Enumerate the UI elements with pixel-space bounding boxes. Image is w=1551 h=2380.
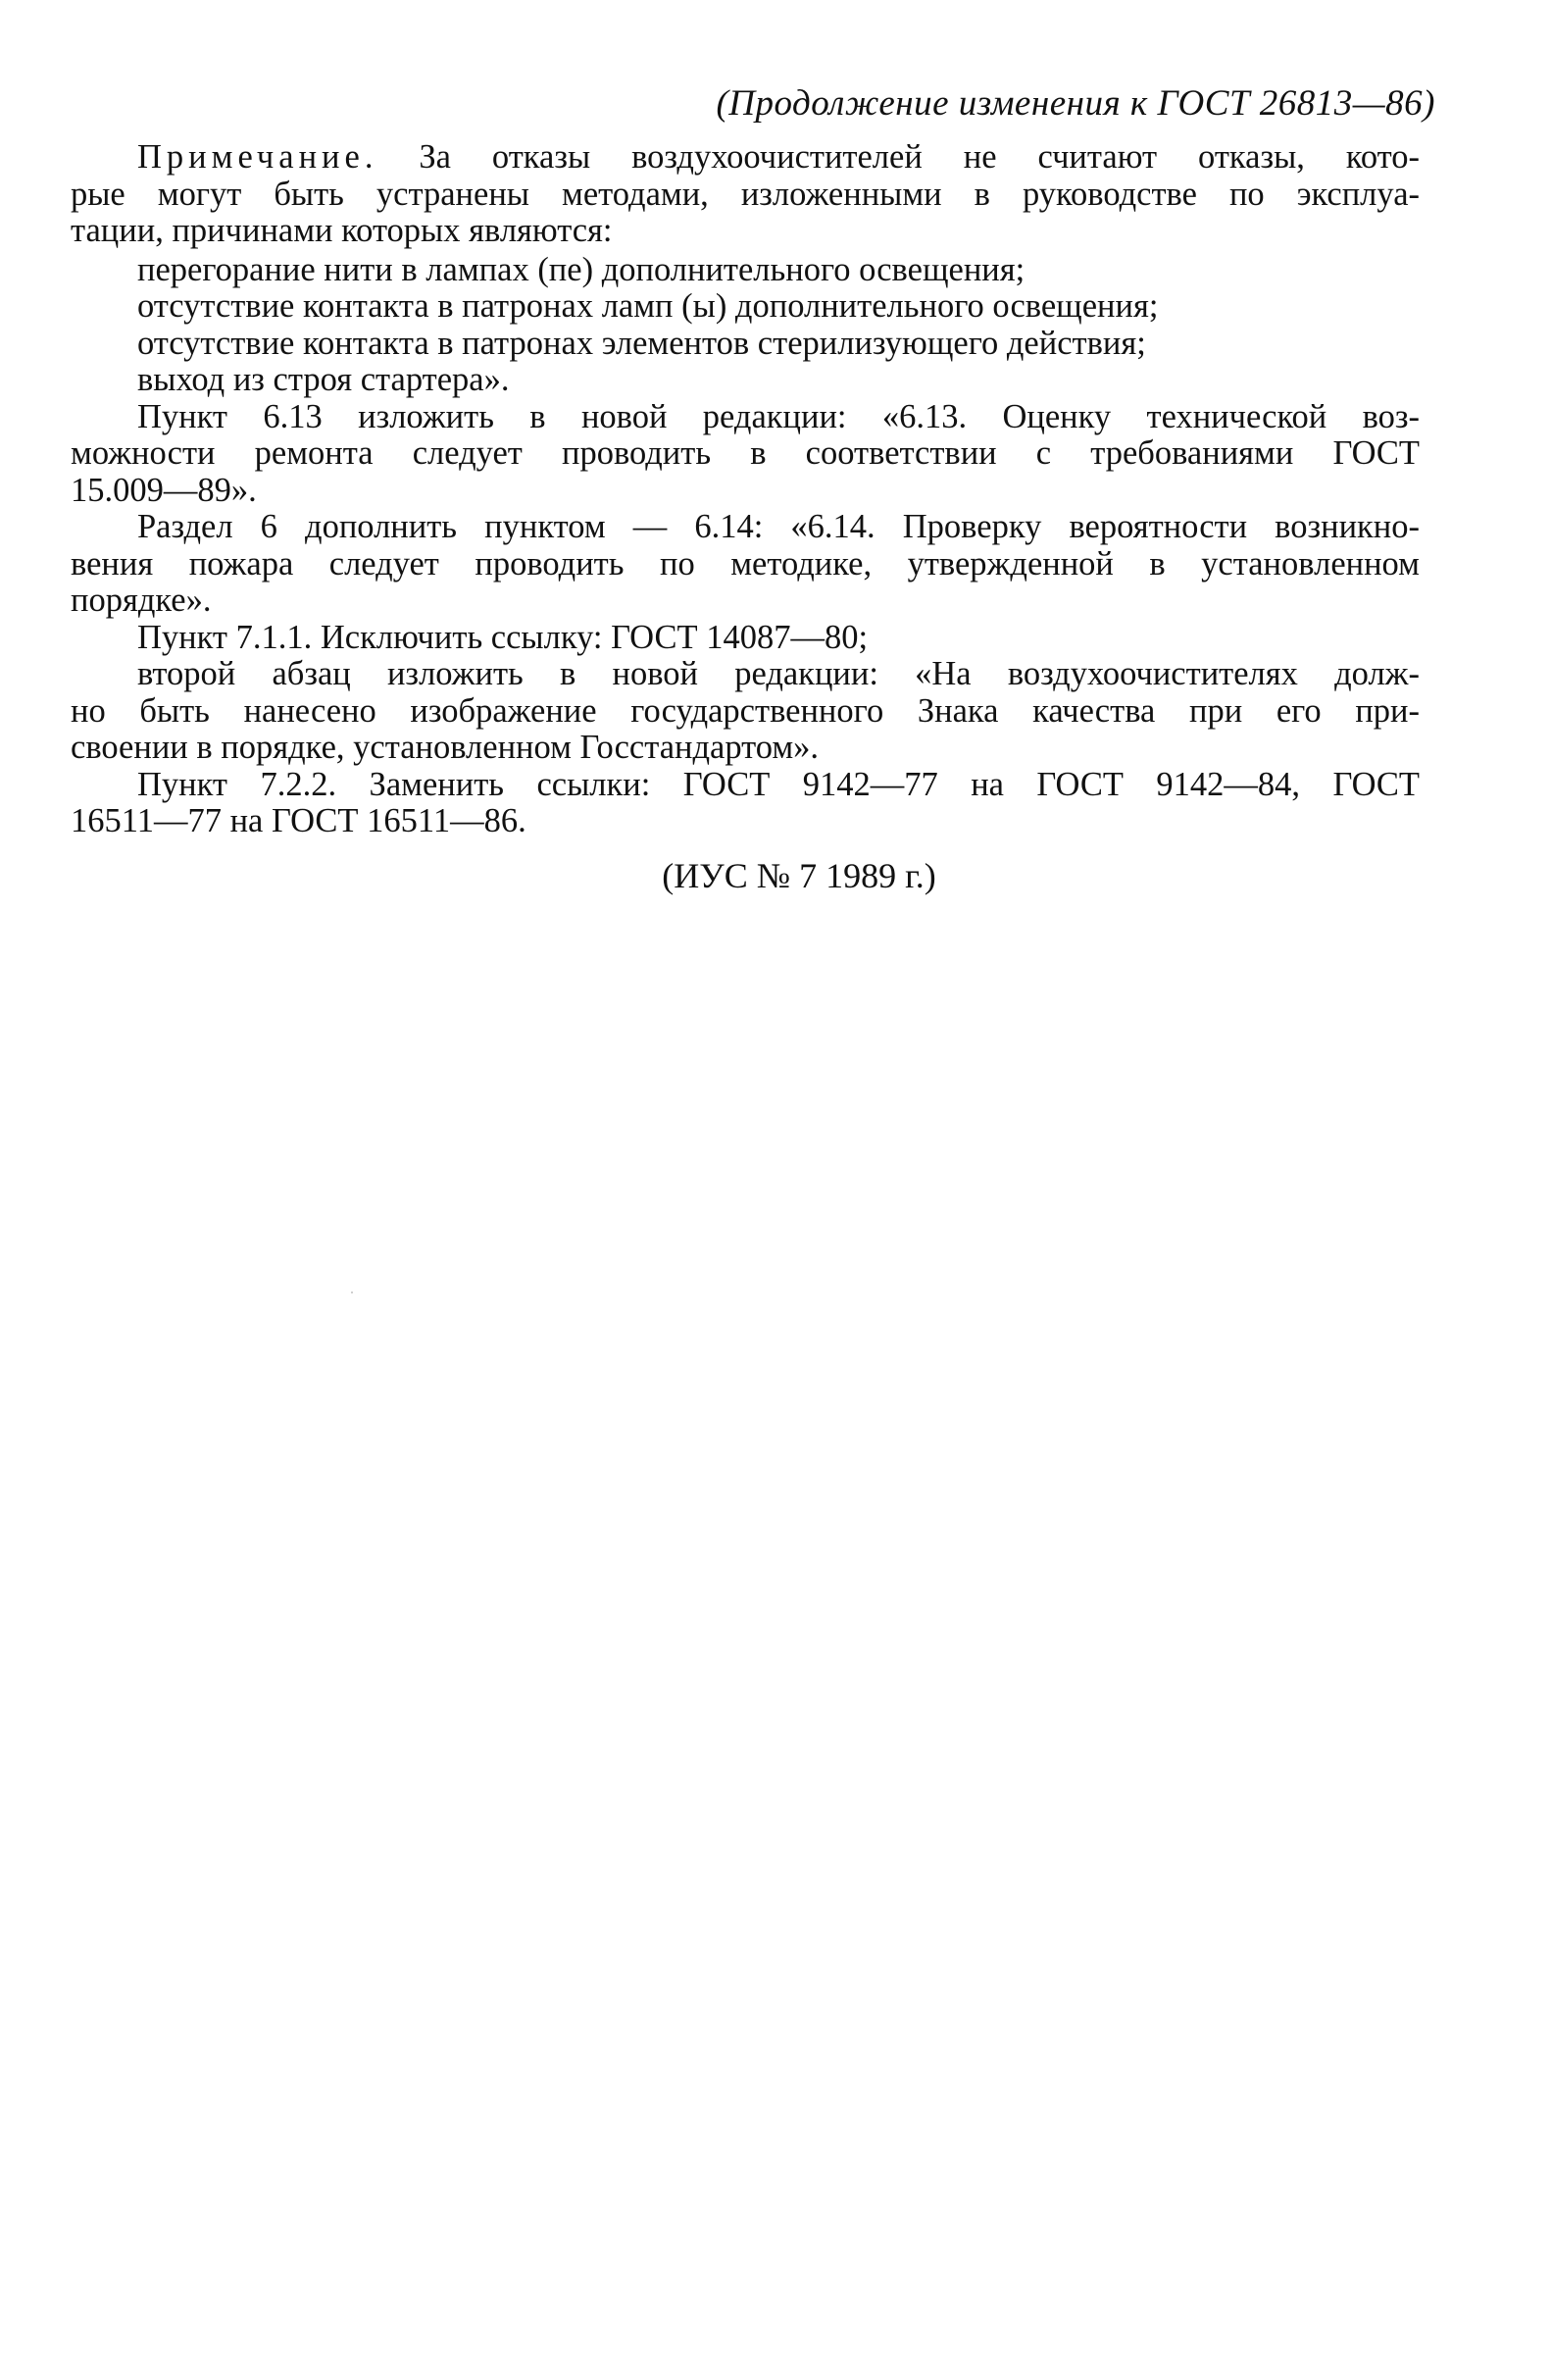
note-item-4: выход из строя стартера». — [137, 361, 510, 398]
paragraph-4-line-3: своении в порядке, установленном Госстандартом». — [71, 729, 820, 766]
paragraph-2-line-1: Раздел 6 дополнить пунктом — 6.14: «6.14. Проверку вероятности возникно- — [137, 508, 1420, 545]
publication-reference — [0, 855, 1551, 896]
note-line-3: тации, причинами которых являются: — [71, 212, 613, 249]
paragraph-5-line-1: Пункт 7.2.2. Заменить ссылки: ГОСТ 9142—77 на ГОСТ 9142—84, ГОСТ — [137, 765, 1420, 803]
note-item-1: перегорание нити в лампах (пе) дополнительного освещения; — [137, 250, 1026, 288]
note-line-1: Примечание. За отказы воздухоочистителей не считают отказы, кото- — [137, 138, 1420, 176]
note-line-2: рые могут быть устранены методами, изложенными в руководстве по эксплуа- — [71, 175, 1420, 213]
note-item-3: отсутствие контакта в патронах элементов стерилизующего действия; — [137, 324, 1146, 362]
paragraph-1-line-1: Пункт 6.13 изложить в новой редакции: «6.13. Оценку технической воз- — [137, 397, 1420, 435]
document-body — [71, 139, 1420, 840]
paragraph-1-line-3: 15.009—89». — [71, 471, 257, 509]
paragraph-5-line-2: 16511—77 на ГОСТ 16511—86. — [71, 802, 526, 839]
note-item-2: отсутствие контакта в патронах ламп (ы) дополнительного освещения; — [137, 287, 1159, 325]
scan-speck — [351, 1291, 353, 1293]
paragraph-2-line-2: вения пожара следует проводить по методике, утвержденной в установленном — [71, 544, 1420, 582]
paragraph-2-line-3: порядке». — [71, 582, 212, 619]
paragraph-1-line-2: можности ремонта следует проводить в соответствии с требованиями ГОСТ — [71, 434, 1420, 472]
paragraph-4-line-1: второй абзац изложить в новой редакции: «На воздухоочистителях долж- — [137, 655, 1420, 692]
note-label: Примечание. — [137, 138, 378, 176]
paragraph-3-line-1: Пункт 7.1.1. Исключить ссылку: ГОСТ 14087—80; — [137, 618, 869, 656]
continuation-header: (Продолжение изменения к ГОСТ 26813—86) — [716, 83, 1435, 124]
publication-reference-text: (ИУС № 7 1989 г.) — [662, 856, 936, 895]
paragraph-4-line-2: но быть нанесено изображение государственного Знака качества при его при- — [71, 691, 1420, 730]
